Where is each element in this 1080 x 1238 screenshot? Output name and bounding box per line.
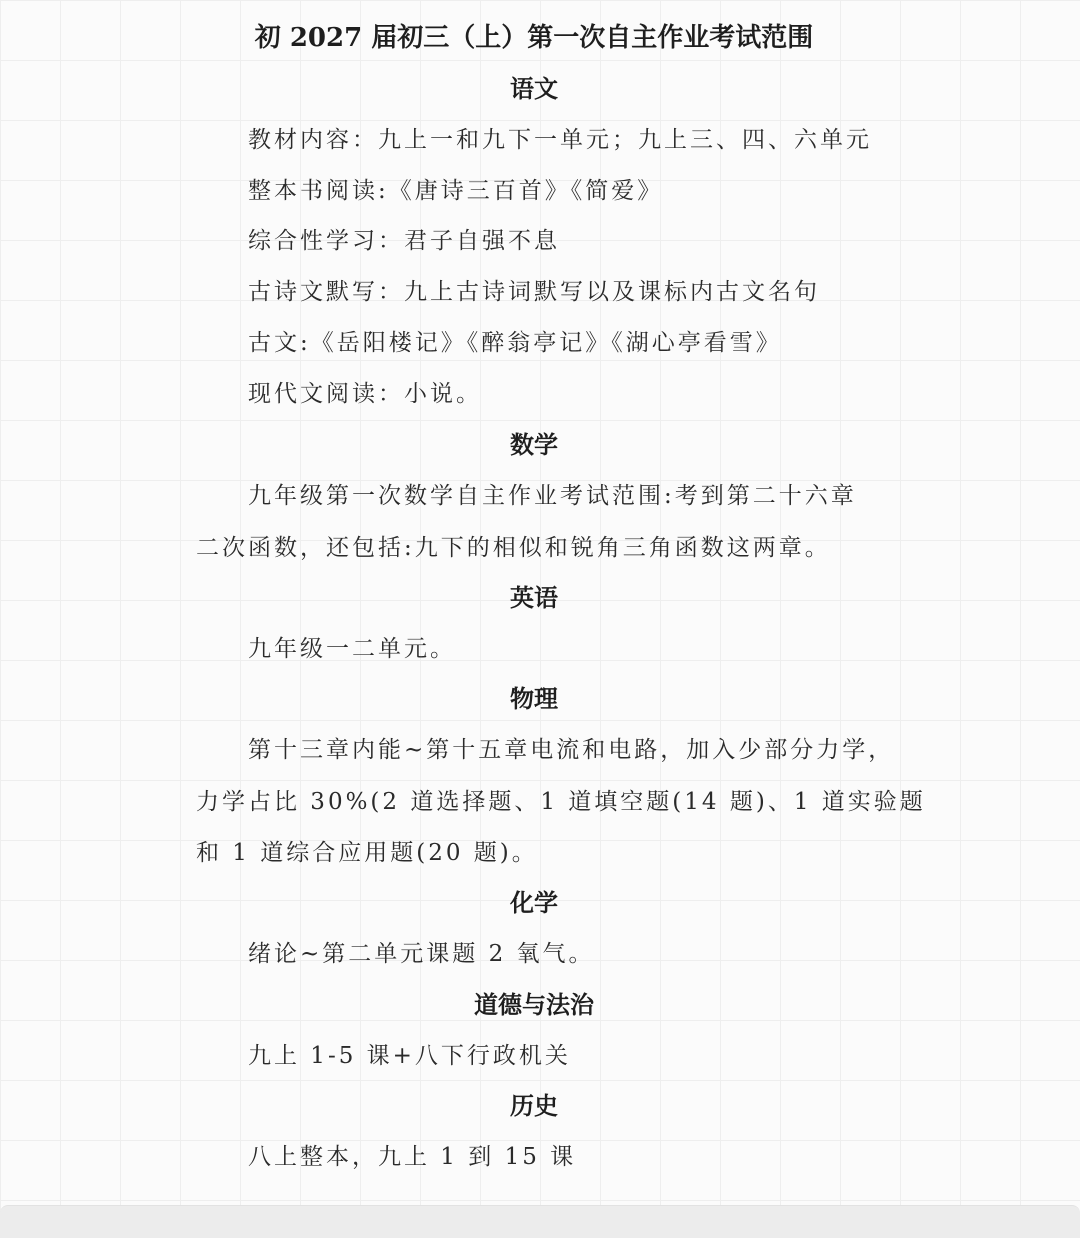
section-heading-morality-law: 道德与法治: [474, 990, 594, 1019]
chinese-line-classical-texts: 古文:《岳阳楼记》《醉翁亭记》《湖心亭看雪》: [248, 330, 782, 356]
section-heading-physics: 物理: [510, 684, 558, 713]
chemistry-line-1: 绪论~第二单元课题 2 氧气。: [248, 941, 595, 967]
history-line-1: 八上整本，九上 1 到 15 课: [248, 1144, 577, 1170]
morality-law-line-1: 九上 1-5 课+八下行政机关: [248, 1043, 571, 1069]
english-line-1: 九年级一二单元。: [248, 636, 456, 662]
physics-line-1: 第十三章内能~第十五章电流和电路，加入少部分力学，: [248, 737, 895, 763]
chinese-line-poetry-dictation: 古诗文默写：九上古诗词默写以及课标内古文名句: [248, 279, 820, 305]
section-heading-english: 英语: [510, 583, 558, 612]
chinese-line-book-reading: 整本书阅读:《唐诗三百首》《简爱》: [248, 178, 664, 204]
physics-line-3: 和 1 道综合应用题(20 题)。: [196, 840, 538, 866]
math-line-1: 九年级第一次数学自主作业考试范围:考到第二十六章: [248, 483, 857, 509]
section-heading-chinese: 语文: [510, 74, 558, 103]
section-heading-math: 数学: [510, 430, 558, 459]
chinese-line-textbook: 教材内容：九上一和九下一单元；九上三、四、六单元: [248, 127, 872, 153]
math-line-2: 二次函数，还包括:九下的相似和锐角三角函数这两章。: [196, 535, 831, 561]
document-title: 初 2027 届初三（上）第一次自主作业考试范围: [254, 23, 814, 53]
section-heading-history: 历史: [510, 1091, 558, 1120]
chinese-line-modern-reading: 现代文阅读：小说。: [248, 381, 482, 407]
chinese-line-comprehensive: 综合性学习：君子自强不息: [248, 228, 560, 254]
bottom-bar: [0, 1205, 1080, 1238]
section-heading-chemistry: 化学: [510, 888, 558, 917]
physics-line-2: 力学占比 30%(2 道选择题、1 道填空题(14 题)、1 道实验题: [196, 789, 926, 815]
